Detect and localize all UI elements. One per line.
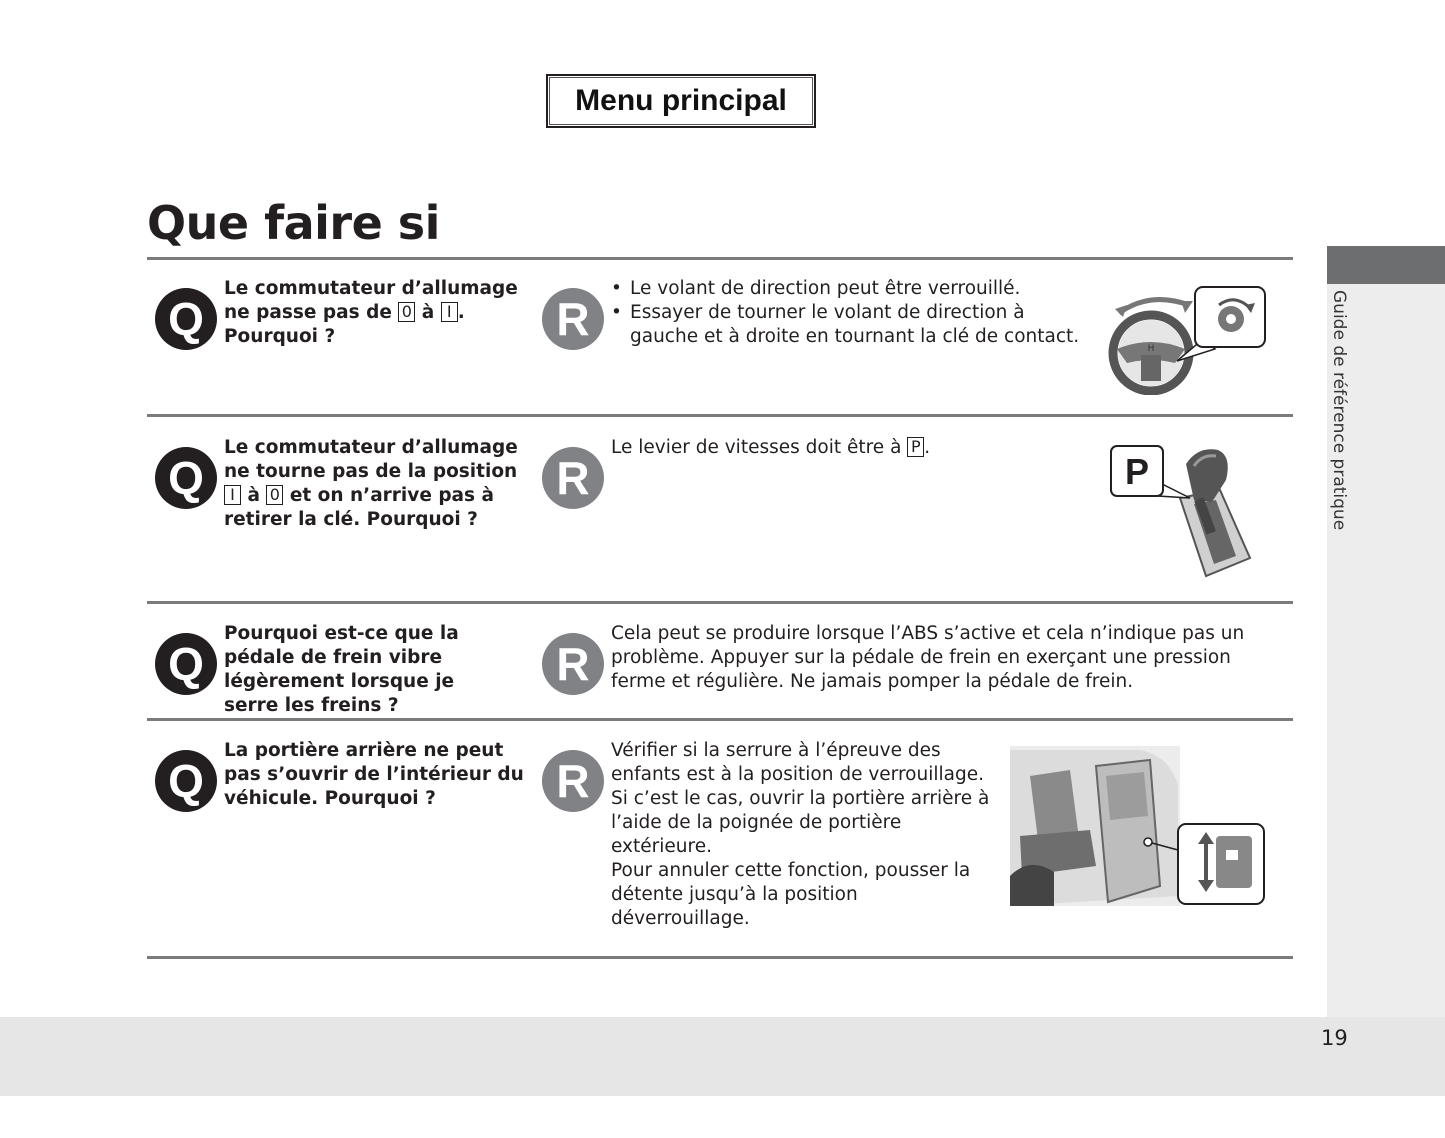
page-title: Que faire si	[147, 196, 440, 250]
divider	[147, 718, 1293, 721]
answer-text: Vérifier si la serrure à l’épreuve des enfants est à la position de verrouillage. Si c’est le cas, ouvrir la portière arrière à l’aide de la poignée de portière extérieure. Pour annuler cette fonction, pousser la détente jusqu’à la position déverrouillage.	[611, 740, 990, 929]
question-badge: Q	[155, 447, 217, 509]
ignition-position-key: 0	[266, 485, 283, 505]
main-menu-button[interactable]: Menu principal	[546, 74, 816, 128]
side-tab-label: Guide de référence pratique	[1329, 290, 1349, 531]
question-text: Le commutateur d’allumage ne tourne pas de la position I à 0 et on n’arrive pas à retirer la clé. Pourquoi ?	[224, 437, 518, 530]
gear-p-label: P	[1124, 451, 1150, 492]
question-text: Le commutateur d’allumage ne passe pas de 0 à I . Pourquoi ?	[224, 278, 518, 347]
answer-badge: R	[542, 447, 604, 509]
question-text: Pourquoi est-ce que la pédale de frein vibre légèrement lorsque je serre les freins ?	[224, 623, 459, 716]
answer-badge: R	[542, 750, 604, 812]
answer-bullet: • Essayer de tourner le volant de direction à gauche et à droite en tournant la clé de contact.	[611, 301, 1096, 349]
question-badge: Q	[155, 633, 217, 695]
answer-text: Cela peut se produire lorsque l’ABS s’active et cela n’indique pas un problème. Appuyer sur la pédale de frein en exerçant une pression ferme et régulière. Ne jamais pomper la pédale de frein.	[611, 623, 1245, 692]
side-tab-marker	[1327, 246, 1445, 284]
divider	[147, 601, 1293, 604]
answer-text	[611, 277, 1096, 349]
page-number: 19	[1321, 1026, 1348, 1050]
answer-badge: R	[542, 288, 604, 350]
page-footer	[0, 1017, 1445, 1096]
steering-wheel-illustration	[1105, 283, 1270, 395]
question-badge: Q	[155, 288, 217, 350]
divider	[147, 257, 1293, 260]
answer-badge: R	[542, 633, 604, 695]
question-badge: Q	[155, 750, 217, 812]
answer-bullet: • Le volant de direction peut être verrouillé.	[611, 277, 1096, 301]
ignition-position-key: I	[224, 485, 241, 505]
ignition-position-key: I	[441, 302, 458, 322]
divider	[147, 414, 1293, 417]
divider	[147, 956, 1293, 959]
gear-position-key: P	[907, 437, 924, 457]
rear-door-child-lock-illustration	[1010, 746, 1268, 910]
svg-text:H: H	[1147, 344, 1155, 354]
question-text: La portière arrière ne peut pas s’ouvrir de l’intérieur du véhicule. Pourquoi ?	[224, 740, 524, 809]
gear-shift-lever-illustration	[1108, 440, 1258, 578]
answer-text: Le levier de vitesses doit être à P .	[611, 437, 931, 458]
ignition-position-key: 0	[398, 302, 415, 322]
